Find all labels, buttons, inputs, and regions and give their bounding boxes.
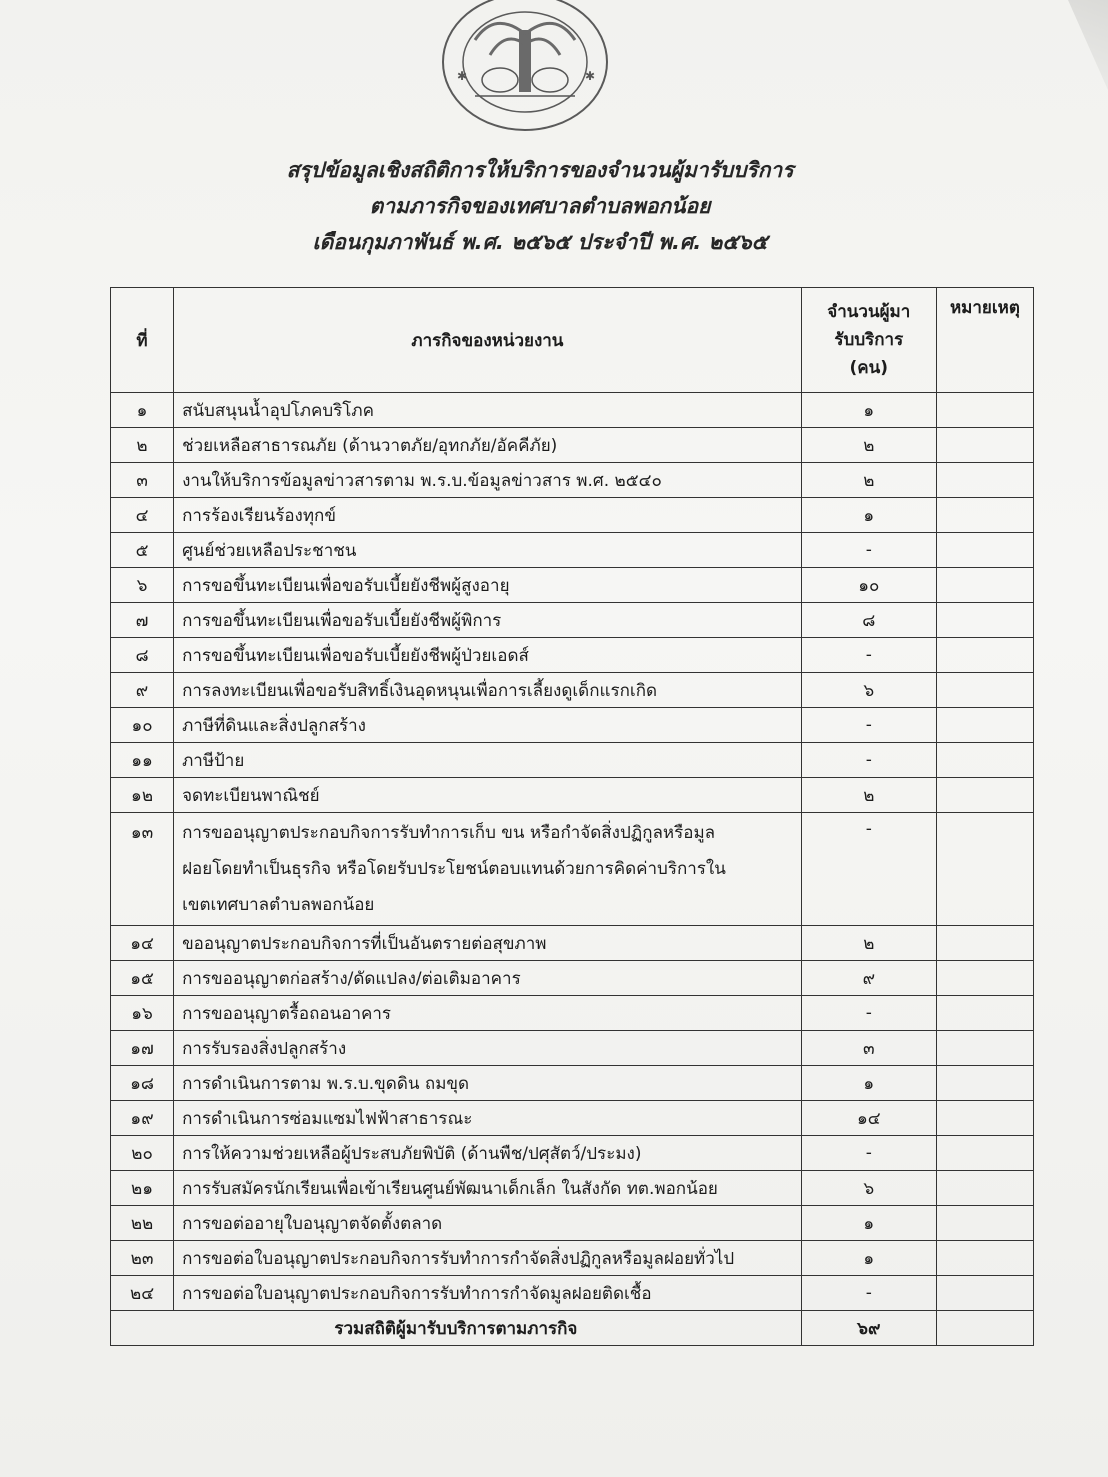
row-count: ๘ (801, 603, 936, 638)
table-row (111, 708, 1034, 743)
table-row (111, 926, 1034, 961)
row-count: - (801, 743, 936, 778)
row-note (936, 463, 1033, 498)
header-no: ที่ (111, 288, 174, 393)
row-number: ๔ (111, 498, 174, 533)
row-task: การขอต่อใบอนุญาตประกอบกิจการรับทำการกำจัดมูลฝอยติดเชื้อ (174, 1276, 802, 1311)
row-count: - (801, 1136, 936, 1171)
row-count: ๖ (801, 673, 936, 708)
row-number: ๑๗ (111, 1031, 174, 1066)
title-line-2: ตามภารกิจของเทศบาลตำบลพอกน้อย (369, 194, 711, 218)
row-count: ๓ (801, 1031, 936, 1066)
row-count: ๒ (801, 463, 936, 498)
row-number: ๕ (111, 533, 174, 568)
row-task: การร้องเรียนร้องทุกข์ (174, 498, 802, 533)
row-task: สนับสนุนน้ำอุปโภคบริโภค (174, 393, 802, 428)
row-task: การลงทะเบียนเพื่อขอรับสิทธิ์เงินอุดหนุนเพื่อการเลี้ยงดูเด็กแรกเกิด (174, 673, 802, 708)
title-line-1: สรุปข้อมูลเชิงสถิติการให้บริการของจำนวนผู้มารับบริการ (286, 158, 794, 182)
row-number: ๓ (111, 463, 174, 498)
row-number: ๒๓ (111, 1241, 174, 1276)
total-note (936, 1311, 1033, 1346)
row-number: ๒๔ (111, 1276, 174, 1311)
row-task: การขออนุญาตรื้อถอนอาคาร (174, 996, 802, 1031)
row-note (936, 1136, 1033, 1171)
row-note (936, 708, 1033, 743)
svg-text:✱: ✱ (585, 69, 596, 83)
row-count: ๑๐ (801, 568, 936, 603)
row-task: การขอขึ้นทะเบียนเพื่อขอรับเบี้ยยังชีพผู้พิการ (174, 603, 802, 638)
total-count: ๖๙ (801, 1311, 936, 1346)
row-task: การรับสมัครนักเรียนเพื่อเข้าเรียนศูนย์พัฒนาเด็กเล็ก ในสังกัด ทต.พอกน้อย (174, 1171, 802, 1206)
header-count-line-3: (คน) (849, 358, 889, 378)
row-task-line: การขออนุญาตประกอบกิจการรับทำการเก็บ ขน หรือกำจัดสิ่งปฏิกูลหรือมูล (182, 823, 716, 843)
row-task: การดำเนินการตาม พ.ร.บ.ขุดดิน ถมขุด (174, 1066, 802, 1101)
row-number: ๑๙ (111, 1101, 174, 1136)
header-count-line-1: จำนวนผู้มา (827, 302, 911, 322)
header-note: หมายเหตุ (936, 288, 1033, 393)
table-row (111, 961, 1034, 996)
table-row (111, 603, 1034, 638)
table-row (111, 1031, 1034, 1066)
table-row (111, 638, 1034, 673)
row-count: ๒ (801, 926, 936, 961)
row-task: การดำเนินการซ่อมแซมไฟฟ้าสาธารณะ (174, 1101, 802, 1136)
row-number: ๑๖ (111, 996, 174, 1031)
header-count-line-2: รับบริการ (834, 330, 904, 350)
row-note (936, 1171, 1033, 1206)
row-note (936, 743, 1033, 778)
table-row (111, 1171, 1034, 1206)
table-row (111, 813, 1034, 926)
row-task: ขออนุญาตประกอบกิจการที่เป็นอันตรายต่อสุขภาพ (174, 926, 802, 961)
row-task-line: เขตเทศบาลตำบลพอกน้อย (182, 895, 375, 915)
table-row (111, 1101, 1034, 1136)
row-task: การขอต่ออายุใบอนุญาตจัดตั้งตลาด (174, 1206, 802, 1241)
row-number: ๙ (111, 673, 174, 708)
document-title (0, 152, 1080, 260)
row-count: ๒ (801, 428, 936, 463)
row-task: การรับรองสิ่งปลูกสร้าง (174, 1031, 802, 1066)
table-row (111, 673, 1034, 708)
row-task: การขอขึ้นทะเบียนเพื่อขอรับเบี้ยยังชีพผู้ป่วยเอดส์ (174, 638, 802, 673)
row-count: ๑ (801, 1241, 936, 1276)
row-task: ช่วยเหลือสาธารณภัย (ด้านวาตภัย/อุทกภัย/อัคคีภัย) (174, 428, 802, 463)
row-task: การขอขึ้นทะเบียนเพื่อขอรับเบี้ยยังชีพผู้สูงอายุ (174, 568, 802, 603)
table-row (111, 743, 1034, 778)
row-number: ๗ (111, 603, 174, 638)
header-task: ภารกิจของหน่วยงาน (174, 288, 802, 393)
row-number: ๑ (111, 393, 174, 428)
row-task-line: ฝอยโดยทำเป็นธุรกิจ หรือโดยรับประโยชน์ตอบแทนด้วยการคิดค่าบริการใน (182, 859, 726, 879)
row-count: ๑ (801, 498, 936, 533)
page-corner-shadow (1068, 0, 1108, 90)
table-row (111, 1206, 1034, 1241)
row-note (936, 926, 1033, 961)
row-count: - (801, 533, 936, 568)
row-note (936, 428, 1033, 463)
row-number: ๑๘ (111, 1066, 174, 1101)
row-task: จดทะเบียนพาณิชย์ (174, 778, 802, 813)
table-row (111, 1241, 1034, 1276)
table-row (111, 568, 1034, 603)
title-line-3: เดือนกุมภาพันธ์ พ.ศ. ๒๕๖๕ ประจำปี พ.ศ. ๒๕๖๕ (312, 230, 768, 254)
row-note (936, 638, 1033, 673)
row-note (936, 533, 1033, 568)
row-count: ๑๔ (801, 1101, 936, 1136)
row-task: การให้ความช่วยเหลือผู้ประสบภัยพิบัติ (ด้านพืช/ปศุสัตว์/ประมง) (174, 1136, 802, 1171)
row-note (936, 1241, 1033, 1276)
row-note (936, 813, 1033, 926)
table-header-row (111, 288, 1034, 393)
row-count: ๖ (801, 1171, 936, 1206)
row-note (936, 1031, 1033, 1066)
row-number: ๑๑ (111, 743, 174, 778)
row-number: ๑๐ (111, 708, 174, 743)
table-row (111, 393, 1034, 428)
table-row (111, 1066, 1034, 1101)
row-number: ๑๕ (111, 961, 174, 996)
row-number: ๑๓ (111, 813, 174, 926)
row-number: ๒๒ (111, 1206, 174, 1241)
total-row (111, 1311, 1034, 1346)
row-note (936, 603, 1033, 638)
row-count: - (801, 708, 936, 743)
row-count: ๑ (801, 393, 936, 428)
table-row (111, 1276, 1034, 1311)
municipality-seal (435, 0, 615, 150)
row-task (174, 813, 802, 926)
row-count: - (801, 996, 936, 1031)
table-row (111, 533, 1034, 568)
row-task: การขออนุญาตก่อสร้าง/ดัดแปลง/ต่อเติมอาคาร (174, 961, 802, 996)
row-note (936, 961, 1033, 996)
row-number: ๒๐ (111, 1136, 174, 1171)
row-task: ภาษีป้าย (174, 743, 802, 778)
table-row (111, 1136, 1034, 1171)
row-count: - (801, 813, 936, 926)
row-task: ภาษีที่ดินและสิ่งปลูกสร้าง (174, 708, 802, 743)
row-count: - (801, 1276, 936, 1311)
row-note (936, 996, 1033, 1031)
table-row (111, 996, 1034, 1031)
header-count (801, 288, 936, 393)
total-label: รวมสถิติผู้มารับบริการตามภารกิจ (111, 1311, 802, 1346)
row-note (936, 568, 1033, 603)
table-row (111, 498, 1034, 533)
row-note (936, 1276, 1033, 1311)
row-number: ๖ (111, 568, 174, 603)
service-statistics-table (110, 287, 1034, 1346)
row-note (936, 1101, 1033, 1136)
table-row (111, 778, 1034, 813)
row-note (936, 393, 1033, 428)
row-count: ๙ (801, 961, 936, 996)
row-number: ๑๒ (111, 778, 174, 813)
row-note (936, 778, 1033, 813)
table-body (111, 393, 1034, 1311)
row-note (936, 1206, 1033, 1241)
row-number: ๑๔ (111, 926, 174, 961)
row-task: ศูนย์ช่วยเหลือประชาชน (174, 533, 802, 568)
row-task: งานให้บริการข้อมูลข่าวสารตาม พ.ร.บ.ข้อมูลข่าวสาร พ.ศ. ๒๕๔๐ (174, 463, 802, 498)
table-row (111, 428, 1034, 463)
row-count: - (801, 638, 936, 673)
row-count: ๒ (801, 778, 936, 813)
svg-text:✱: ✱ (457, 69, 468, 83)
row-note (936, 498, 1033, 533)
row-number: ๘ (111, 638, 174, 673)
row-number: ๒๑ (111, 1171, 174, 1206)
row-note (936, 1066, 1033, 1101)
row-number: ๒ (111, 428, 174, 463)
row-count: ๑ (801, 1066, 936, 1101)
row-count: ๑ (801, 1206, 936, 1241)
row-task: การขอต่อใบอนุญาตประกอบกิจการรับทำการกำจัดสิ่งปฏิกูลหรือมูลฝอยทั่วไป (174, 1241, 802, 1276)
row-note (936, 673, 1033, 708)
table-row (111, 463, 1034, 498)
